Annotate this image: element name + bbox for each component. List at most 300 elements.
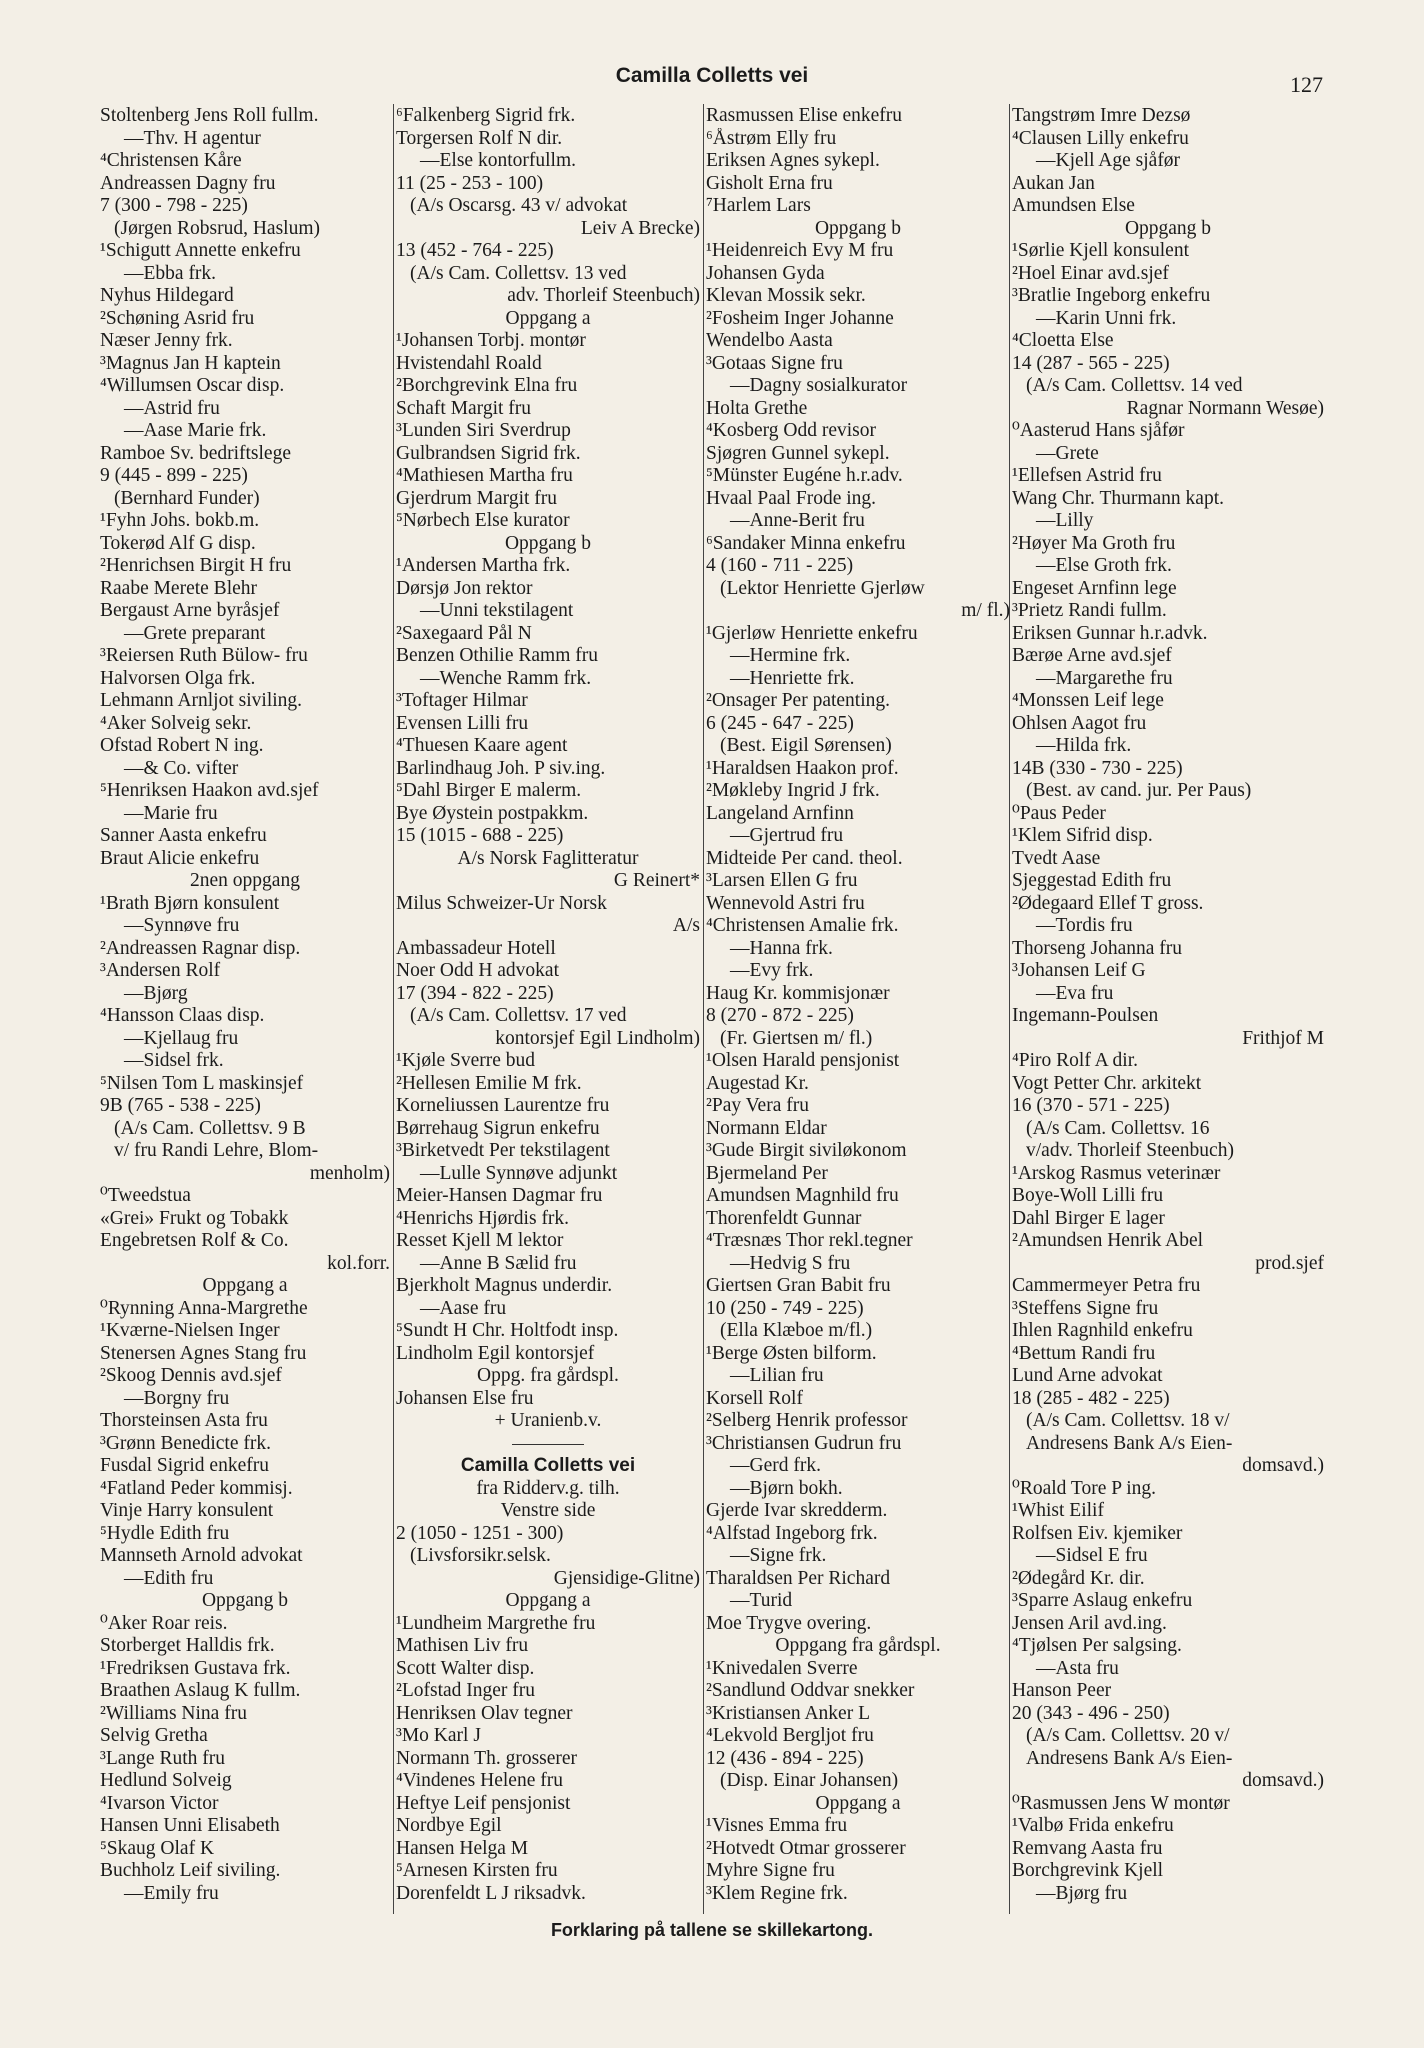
directory-entry: ⁶Åstrøm Elly fru <box>706 127 837 149</box>
directory-entry: ⁵Skaug Olaf K <box>100 1837 215 1859</box>
directory-entry: Holta Grethe <box>706 397 808 419</box>
section-heading: Oppgang b <box>504 532 592 554</box>
directory-entry: —Unni tekstilagent <box>420 600 574 621</box>
entry-note: (Livsforsikr.selsk. <box>410 1545 551 1566</box>
directory-entry: ⁴Aker Solveig sekr. <box>100 712 252 734</box>
directory-entry: ⁰Aasterud Hans sjåfør <box>1012 420 1185 441</box>
directory-entry: ⁴Vindenes Helene fru <box>396 1770 563 1791</box>
directory-entry: ⁵Münster Eugéne h.r.adv. <box>706 465 903 486</box>
directory-entry: Hanson Peer <box>1012 1680 1112 1701</box>
directory-entry: —Bjørg <box>124 982 188 1004</box>
directory-entry: Hansen Helga M <box>396 1837 529 1859</box>
directory-entry: —Hanna frk. <box>730 937 833 959</box>
entry-continuation: G Reinert* <box>613 870 700 891</box>
house-number: 6 (245 - 647 - 225) <box>706 712 854 734</box>
directory-entry: —Astrid fru <box>124 397 220 419</box>
entry-continuation: kol.forr. <box>327 1252 390 1274</box>
directory-entry: Boye-Woll Lilli fru <box>1012 1185 1164 1206</box>
directory-entry: ²Amundsen Henrik Abel <box>1012 1230 1204 1251</box>
directory-entry: Vinje Harry konsulent <box>100 1500 274 1521</box>
section-heading: + Uranienb.v. <box>494 1410 602 1431</box>
directory-entry: —Anne B Sælid fru <box>420 1252 577 1274</box>
section-heading: Oppgang b <box>1124 217 1212 239</box>
directory-entry: ⁵Nørbech Else kurator <box>396 510 570 531</box>
section-heading: Oppgang a <box>505 1590 591 1611</box>
directory-entry: Stenersen Agnes Stang fru <box>100 1342 307 1364</box>
section-heading: Oppgang b <box>814 217 902 239</box>
directory-entry: ²Hotvedt Otmar grosserer <box>706 1837 906 1859</box>
directory-entry: ²Høyer Ma Groth fru <box>1012 532 1176 554</box>
directory-entry: Buchholz Leif siviling. <box>100 1860 281 1881</box>
directory-entry: ³Kristiansen Anker L <box>706 1702 870 1724</box>
entry-continuation: A/s <box>672 915 700 936</box>
directory-entry: —Signe frk. <box>730 1545 827 1566</box>
directory-entry: ⁰Rynning Anna-Margrethe <box>100 1297 308 1319</box>
directory-entry: —Grete <box>1036 442 1099 464</box>
directory-entry: ²Skoog Dennis avd.sjef <box>100 1365 282 1386</box>
directory-entry: ⁴Christensen Amalie frk. <box>706 915 899 936</box>
house-number: 13 (452 - 764 - 225) <box>396 240 554 261</box>
directory-entry: ²Pay Vera fru <box>706 1095 809 1116</box>
house-number: 15 (1015 - 688 - 225) <box>396 825 564 846</box>
directory-entry: Ohlsen Aagot fru <box>1012 712 1147 734</box>
house-number: 12 (436 - 894 - 225) <box>706 1747 864 1769</box>
directory-entry: ³Klem Regine frk. <box>706 1882 848 1904</box>
directory-entry: ³Bratlie Ingeborg enkefru <box>1012 285 1211 306</box>
directory-entry: ²Selberg Henrik professor <box>706 1410 908 1431</box>
directory-entry: ²Williams Nina fru <box>100 1702 247 1724</box>
directory-entry: ⁴Cloetta Else <box>1012 330 1114 351</box>
directory-entry: Cammermeyer Petra fru <box>1012 1275 1201 1296</box>
directory-entry: Jensen Aril avd.ing. <box>1012 1612 1167 1634</box>
directory-entry: Sjeggestad Edith fru <box>1012 870 1172 891</box>
directory-entry: Gjerde Ivar skredderm. <box>706 1500 888 1521</box>
directory-column-1 <box>100 105 390 1905</box>
directory-entry: Tvedt Aase <box>1012 847 1101 869</box>
directory-entry: Hvaal Paal Frode ing. <box>706 487 877 509</box>
directory-entry: ⁴Træsnæs Thor rekl.tegner <box>706 1230 913 1251</box>
directory-entry: ¹Gjerløw Henriette enkefru <box>706 622 918 644</box>
directory-entry: —Sidsel E fru <box>1036 1545 1148 1566</box>
directory-entry: Tharaldsen Per Richard <box>706 1567 891 1589</box>
directory-entry: ⁶Sandaker Minna enkefru <box>706 532 906 554</box>
entry-note: (Bernhard Funder) <box>114 487 260 509</box>
directory-entry: Sjøgren Gunnel sykepl. <box>706 442 890 464</box>
directory-entry: ³Lange Ruth fru <box>100 1747 225 1769</box>
entry-continuation: domsavd.) <box>1242 1455 1324 1476</box>
house-number: 9B (765 - 538 - 225) <box>100 1095 261 1116</box>
directory-entry: ⁴Lekvold Bergljot fru <box>706 1725 874 1746</box>
directory-entry: ¹Lundheim Margrethe fru <box>396 1612 596 1634</box>
entry-note: (A/s Cam. Collettsv. 18 v/ <box>1026 1410 1230 1431</box>
directory-entry: ¹Kjøle Sverre bud <box>396 1050 536 1071</box>
directory-entry: Andreassen Dagny fru <box>100 172 276 194</box>
directory-entry: Sanner Aasta enkefru <box>100 825 267 846</box>
entry-continuation: Leiv A Brecke) <box>580 217 700 239</box>
directory-entry: Gulbrandsen Sigrid frk. <box>396 442 581 464</box>
footer-note: Forklaring på tallene se skillekartong. <box>550 1920 874 1940</box>
section-divider <box>396 1433 700 1456</box>
entry-note: (A/s Cam. Collettsv. 17 ved <box>410 1005 627 1026</box>
directory-entry: ⁴Willumsen Oscar disp. <box>100 375 285 396</box>
directory-entry: ³Reiersen Ruth Bülow- fru <box>100 645 308 666</box>
house-number: 9 (445 - 899 - 225) <box>100 465 248 486</box>
directory-entry: Schaft Margit fru <box>396 397 532 419</box>
section-heading: Oppgang a <box>815 1792 901 1814</box>
directory-entry: Selvig Gretha <box>100 1725 208 1746</box>
directory-column-2 <box>396 105 700 1905</box>
directory-entry: Storberget Halldis frk. <box>100 1635 275 1656</box>
directory-entry: ¹Johansen Torbj. montør <box>396 330 586 351</box>
directory-entry: Raabe Merete Blehr <box>100 577 258 599</box>
directory-entry: —Thv. H agentur <box>124 127 261 149</box>
house-number: 16 (370 - 571 - 225) <box>1012 1095 1170 1116</box>
directory-entry: ²Saxegaard Pål N <box>396 622 532 644</box>
directory-entry: ²Ødegård Kr. dir. <box>1012 1567 1145 1589</box>
directory-entry: ⁴Christensen Kåre <box>100 150 242 171</box>
section-heading: fra Ridderv.g. tilh. <box>476 1477 620 1499</box>
entry-continuation: kontorsjef Egil Lindholm) <box>495 1027 700 1049</box>
directory-entry: —Wenche Ramm frk. <box>420 667 592 689</box>
directory-entry: ³Steffens Signe fru <box>1012 1297 1159 1319</box>
directory-entry: ¹Ellefsen Astrid fru <box>1012 465 1162 486</box>
entry-continuation: Gjensidige-Glitne) <box>553 1567 700 1589</box>
entry-continuation: adv. Thorleif Steenbuch) <box>507 285 700 306</box>
directory-entry: ³Birketvedt Per tekstilagent <box>396 1140 610 1161</box>
directory-entry: Gjerdrum Margit fru <box>396 487 558 509</box>
entry-continuation: domsavd.) <box>1242 1770 1324 1791</box>
directory-entry: Ofstad Robert N ing. <box>100 735 264 756</box>
section-heading: A/s Norsk Faglitteratur <box>457 847 639 869</box>
directory-entry: ¹Schigutt Annette enkefru <box>100 240 301 261</box>
directory-entry: —& Co. vifter <box>124 757 239 779</box>
directory-entry: ⁵Sundt H Chr. Holtfodt insp. <box>396 1320 619 1341</box>
directory-entry: ⁶Falkenberg Sigrid frk. <box>396 105 576 126</box>
directory-entry: Hvistendahl Roald <box>396 352 542 374</box>
directory-entry: Tokerød Alf G disp. <box>100 532 256 554</box>
directory-entry: Wendelbo Aasta <box>706 330 833 351</box>
entry-note: (A/s Cam. Collettsv. 9 B <box>114 1117 306 1139</box>
directory-entry: —Else kontorfullm. <box>420 150 576 171</box>
entry-note: (Fr. Giertsen m/ fl.) <box>720 1027 873 1049</box>
section-heading: Oppg. fra gårdspl. <box>477 1365 619 1386</box>
directory-entry: ³Grønn Benedicte frk. <box>100 1432 271 1454</box>
directory-column-3 <box>706 105 1010 1905</box>
directory-entry: ²Møkleby Ingrid J frk. <box>706 780 880 801</box>
directory-entry: ¹Knivedalen Sverre <box>706 1657 858 1679</box>
directory-entry: Mannseth Arnold advokat <box>100 1545 303 1566</box>
directory-entry: —Borgny fru <box>124 1387 230 1409</box>
directory-entry: Moe Trygve overing. <box>706 1612 872 1634</box>
directory-entry: Eriksen Gunnar h.r.advk. <box>1012 622 1208 644</box>
directory-entry: —Hedvig S fru <box>730 1252 851 1274</box>
directory-entry: Milus Schweizer-Ur Norsk <box>396 892 607 914</box>
directory-column-4 <box>1012 105 1324 1905</box>
directory-entry: ²Borchgrevink Elna fru <box>396 375 578 396</box>
directory-entry: Ingemann-Poulsen <box>1012 1005 1159 1026</box>
house-number: 18 (285 - 482 - 225) <box>1012 1387 1170 1409</box>
directory-entry: —Bjørn bokh. <box>730 1477 843 1499</box>
directory-entry: Lehmann Arnljot siviling. <box>100 690 303 711</box>
directory-entry: ⁴Alfstad Ingeborg frk. <box>706 1522 878 1544</box>
directory-entry: ¹Klem Sifrid disp. <box>1012 825 1153 846</box>
entry-note: v/adv. Thorleif Steenbuch) <box>1026 1140 1234 1161</box>
directory-entry: Engeset Arnfinn lege <box>1012 577 1177 599</box>
directory-entry: ⁵Hydle Edith fru <box>100 1522 230 1544</box>
directory-entry: —Ebba frk. <box>124 262 217 284</box>
directory-entry: ²Ødegaard Ellef T gross. <box>1012 892 1204 914</box>
directory-entry: —Kjell Age sjåfør <box>1036 150 1181 171</box>
directory-entry: —Evy frk. <box>730 960 814 981</box>
house-number: 11 (25 - 253 - 100) <box>396 172 544 194</box>
entry-note: (A/s Oscarsg. 43 v/ advokat <box>410 195 628 216</box>
directory-entry: ⁵Nilsen Tom L maskinsjef <box>100 1072 304 1094</box>
directory-entry: —Lulle Synnøve adjunkt <box>420 1162 618 1184</box>
directory-entry: ³Andersen Rolf <box>100 960 221 981</box>
directory-entry: —Dagny sosialkurator <box>730 375 908 396</box>
directory-entry: ³Larsen Ellen G fru <box>706 870 858 891</box>
directory-entry: ³Gotaas Signe fru <box>706 352 843 374</box>
directory-entry: Korsell Rolf <box>706 1387 803 1409</box>
directory-entry: Næser Jenny frk. <box>100 330 233 351</box>
house-number: 7 (300 - 798 - 225) <box>100 195 248 216</box>
directory-entry: ¹Sørlie Kjell konsulent <box>1012 240 1189 261</box>
directory-entry: Halvorsen Olga frk. <box>100 667 256 689</box>
directory-entry: Langeland Arnfinn <box>706 802 854 824</box>
house-number: 14 (287 - 565 - 225) <box>1012 352 1170 374</box>
directory-entry: ¹Valbø Frida enkefru <box>1012 1815 1174 1836</box>
directory-entry: ¹Heidenreich Evy M fru <box>706 240 894 261</box>
directory-entry: ²Schøning Asrid fru <box>100 307 255 329</box>
directory-entry: Aukan Jan <box>1012 172 1095 194</box>
directory-entry: Scott Walter disp. <box>396 1657 535 1679</box>
directory-entry: Bye Øystein postpakkm. <box>396 802 589 824</box>
directory-entry: Midteide Per cand. theol. <box>706 847 903 869</box>
directory-entry: Evensen Lilli fru <box>396 712 529 734</box>
directory-entry: ¹Olsen Harald pensjonist <box>706 1050 900 1071</box>
section-heading: Oppgang a <box>202 1275 288 1296</box>
directory-entry: —Aase fru <box>420 1297 507 1319</box>
page-number: 127 <box>1290 72 1323 97</box>
page-title: Camilla Colletts vei <box>615 64 809 87</box>
directory-entry: Myhre Signe fru <box>706 1860 835 1881</box>
section-heading: Oppgang fra gårdspl. <box>775 1635 941 1656</box>
directory-entry: —Turid <box>730 1590 793 1611</box>
entry-note: (Lektor Henriette Gjerløw <box>720 577 925 599</box>
directory-entry: «Grei» Frukt og Tobakk <box>100 1207 289 1229</box>
directory-entry: Heftye Leif pensjonist <box>396 1792 571 1814</box>
entry-note: (Best. Eigil Sørensen) <box>720 735 892 756</box>
directory-entry: —Hilda frk. <box>1036 735 1132 756</box>
directory-entry: —Aase Marie frk. <box>124 420 267 441</box>
directory-entry: ⁴Bettum Randi fru <box>1012 1342 1156 1364</box>
directory-entry: Bjerkholt Magnus underdir. <box>396 1275 613 1296</box>
section-heading: Oppgang b <box>201 1590 289 1611</box>
directory-entry: ²Hellesen Emilie M frk. <box>396 1072 582 1094</box>
directory-entry: Bergaust Arne byråsjef <box>100 600 280 621</box>
directory-entry: Haug Kr. kommisjonær <box>706 982 890 1004</box>
directory-entry: —Gerd frk. <box>730 1455 821 1476</box>
house-number: 2 (1050 - 1251 - 300) <box>396 1522 564 1544</box>
house-number: 8 (270 - 872 - 225) <box>706 1005 854 1026</box>
entry-continuation: m/ fl.) <box>961 600 1010 621</box>
directory-entry: ³Mo Karl J <box>396 1725 481 1746</box>
directory-entry: Klevan Mossik sekr. <box>706 285 866 306</box>
directory-entry: —Edith fru <box>124 1567 214 1589</box>
section-heading: Oppgang a <box>505 307 591 329</box>
directory-entry: Braut Alicie enkefru <box>100 847 260 869</box>
directory-entry: Gisholt Erna fru <box>706 172 833 194</box>
directory-entry: ²Lofstad Inger fru <box>396 1680 536 1701</box>
directory-entry: ⁴Fatland Peder kommisj. <box>100 1477 293 1499</box>
directory-entry: Stoltenberg Jens Roll fullm. <box>100 105 319 126</box>
directory-entry: Resset Kjell M lektor <box>396 1230 564 1251</box>
directory-entry: Lund Arne advokat <box>1012 1365 1163 1386</box>
directory-entry: Giertsen Gran Babit fru <box>706 1275 891 1296</box>
column-divider <box>393 104 394 1914</box>
directory-entry: Borchgrevink Kjell <box>1012 1860 1164 1881</box>
directory-entry: —Asta fru <box>1036 1657 1119 1679</box>
directory-entry: Augestad Kr. <box>706 1072 809 1094</box>
directory-entry: —Kjellaug fru <box>124 1027 239 1049</box>
directory-entry: ³Sparre Aslaug enkefru <box>1012 1590 1193 1611</box>
directory-entry: Dorenfeldt L J riksadvk. <box>396 1882 586 1904</box>
directory-entry: ⁴Monssen Leif lege <box>1012 690 1164 711</box>
house-number: 14B (330 - 730 - 225) <box>1012 757 1183 779</box>
directory-entry: ¹Whist Eilif <box>1012 1500 1104 1521</box>
directory-entry: Johansen Else fru <box>396 1387 534 1409</box>
directory-entry: ¹Berge Østen bilform. <box>706 1342 877 1364</box>
directory-entry: —Karin Unni frk. <box>1036 307 1177 329</box>
section-heading: Venstre side <box>500 1500 596 1521</box>
directory-entry: —Lilly <box>1036 510 1094 531</box>
directory-entry: Vogt Petter Chr. arkitekt <box>1012 1072 1202 1094</box>
directory-entry: —Else Groth frk. <box>1036 555 1172 576</box>
entry-note: (A/s Cam. Collettsv. 16 <box>1026 1117 1210 1139</box>
entry-continuation: menholm) <box>309 1162 390 1184</box>
entry-continuation: prod.sjef <box>1255 1252 1324 1274</box>
directory-entry: ⁵Henriksen Haakon avd.sjef <box>100 780 319 801</box>
directory-entry: Mathisen Liv fru <box>396 1635 529 1656</box>
entry-continuation: Frithjof M <box>1242 1027 1324 1049</box>
directory-entry: Fusdal Sigrid enkefru <box>100 1455 269 1476</box>
directory-entry: ¹Haraldsen Haakon prof. <box>706 757 899 779</box>
directory-entry: —Bjørg fru <box>1036 1882 1128 1904</box>
directory-entry: Johansen Gyda <box>706 262 825 284</box>
directory-entry: ²Onsager Per patenting. <box>706 690 891 711</box>
directory-entry: ⁴Clausen Lilly enkefru <box>1012 127 1189 149</box>
directory-entry: ³Christiansen Gudrun fru <box>706 1432 902 1454</box>
directory-entry: Barlindhaug Joh. P siv.ing. <box>396 757 606 779</box>
directory-entry: Korneliussen Laurentze fru <box>396 1095 610 1116</box>
directory-entry: —Eva fru <box>1036 982 1114 1004</box>
house-number: 17 (394 - 822 - 225) <box>396 982 554 1004</box>
directory-entry: ⁰Paus Peder <box>1012 802 1106 824</box>
entry-note: (A/s Cam. Collettsv. 20 v/ <box>1026 1725 1230 1746</box>
directory-entry: ¹Fredriksen Gustava frk. <box>100 1657 291 1679</box>
directory-entry: Normann Th. grosserer <box>396 1747 578 1769</box>
directory-entry: Thorsteinsen Asta fru <box>100 1410 268 1431</box>
directory-entry: ⁷Harlem Lars <box>706 195 811 216</box>
directory-entry: —Tordis fru <box>1036 915 1133 936</box>
directory-entry: Braathen Aslaug K fullm. <box>100 1680 301 1701</box>
directory-entry: ³Johansen Leif G <box>1012 960 1146 981</box>
house-number: 20 (343 - 496 - 250) <box>1012 1702 1170 1724</box>
directory-entry: —Hermine frk. <box>730 645 851 666</box>
directory-entry: ¹Brath Bjørn konsulent <box>100 892 280 914</box>
directory-entry: Nordbye Egil <box>396 1815 502 1836</box>
directory-entry: ⁴Tjølsen Per salgsing. <box>1012 1635 1182 1656</box>
directory-entry: ¹Visnes Emma fru <box>706 1815 848 1836</box>
directory-entry: Ramboe Sv. bedriftslege <box>100 442 291 464</box>
directory-entry: ³Magnus Jan H kaptein <box>100 352 281 374</box>
directory-entry: ⁰Tweedstua <box>100 1185 191 1206</box>
directory-entry: ¹Kværne-Nielsen Inger <box>100 1320 280 1341</box>
directory-entry: ⁴Piro Rolf A dir. <box>1012 1050 1138 1071</box>
directory-entry: —Sidsel frk. <box>124 1050 224 1071</box>
directory-entry: ⁴Thuesen Kaare agent <box>396 735 568 756</box>
directory-entry: ⁴Kosberg Odd revisor <box>706 420 876 441</box>
directory-entry: Rasmussen Elise enkefru <box>706 105 903 126</box>
house-number: 4 (160 - 711 - 225) <box>706 555 854 576</box>
directory-entry: —Gjertrud fru <box>730 825 844 846</box>
directory-entry: ³Prietz Randi fullm. <box>1012 600 1167 621</box>
directory-entry: ²Andreassen Ragnar disp. <box>100 937 301 959</box>
entry-note: Andresens Bank A/s Eien- <box>1026 1747 1233 1769</box>
directory-entry: ⁰Aker Roar reis. <box>100 1612 228 1634</box>
directory-entry: Benzen Othilie Ramm fru <box>396 645 598 666</box>
directory-entry: Hedlund Solveig <box>100 1770 232 1791</box>
directory-entry: ⁴Henrichs Hjørdis frk. <box>396 1207 570 1229</box>
entry-note: (A/s Cam. Collettsv. 13 ved <box>410 262 627 284</box>
directory-entry: ²Hoel Einar avd.sjef <box>1012 262 1169 284</box>
directory-entry: Hansen Unni Elisabeth <box>100 1815 280 1836</box>
directory-entry: Wang Chr. Thurmann kapt. <box>1012 487 1224 509</box>
directory-entry: Bjermeland Per <box>706 1162 828 1184</box>
directory-entry: Engebretsen Rolf & Co. <box>100 1230 289 1251</box>
directory-entry: Rolfsen Eiv. kjemiker <box>1012 1522 1183 1544</box>
directory-entry: —Henriette frk. <box>730 667 855 689</box>
directory-entry: ²Fosheim Inger Johanne <box>706 307 894 329</box>
entry-note: (Jørgen Robsrud, Haslum) <box>114 217 320 239</box>
entry-note: v/ fru Randi Lehre, Blom- <box>114 1140 319 1161</box>
directory-entry: —Marie fru <box>124 802 218 824</box>
house-number: 10 (250 - 749 - 225) <box>706 1297 864 1319</box>
street-heading: Camilla Colletts vei <box>460 1455 636 1476</box>
entry-note: (Disp. Einar Johansen) <box>720 1770 899 1791</box>
directory-entry: Dørsjø Jon rektor <box>396 577 533 599</box>
directory-entry: Ihlen Ragnhild enkefru <box>1012 1320 1193 1341</box>
entry-note: Andresens Bank A/s Eien- <box>1026 1432 1233 1454</box>
directory-entry: Bærøe Arne avd.sjef <box>1012 645 1172 666</box>
directory-entry: Meier-Hansen Dagmar fru <box>396 1185 603 1206</box>
directory-entry: Thorenfeldt Gunnar <box>706 1207 862 1229</box>
directory-entry: Amundsen Else <box>1012 195 1135 216</box>
directory-entry: ⁰Rasmussen Jens W montør <box>1012 1792 1230 1814</box>
column-divider <box>703 104 704 1914</box>
directory-entry: Wennevold Astri fru <box>706 892 865 914</box>
directory-entry: Lindholm Egil kontorsjef <box>396 1342 595 1364</box>
directory-entry: Børrehaug Sigrun enkefru <box>396 1117 600 1139</box>
entry-note: (Ella Klæboe m/fl.) <box>720 1320 873 1341</box>
directory-entry: Amundsen Magnhild fru <box>706 1185 899 1206</box>
directory-entry: ⁴Mathiesen Martha fru <box>396 465 573 486</box>
directory-entry: Ambassadeur Hotell <box>396 937 556 959</box>
directory-entry: ¹Fyhn Johs. bokb.m. <box>100 510 260 531</box>
directory-entry: ⁵Dahl Birger E malerm. <box>396 780 582 801</box>
directory-entry: Normann Eldar <box>706 1117 827 1139</box>
directory-entry: ³Toftager Hilmar <box>396 690 528 711</box>
